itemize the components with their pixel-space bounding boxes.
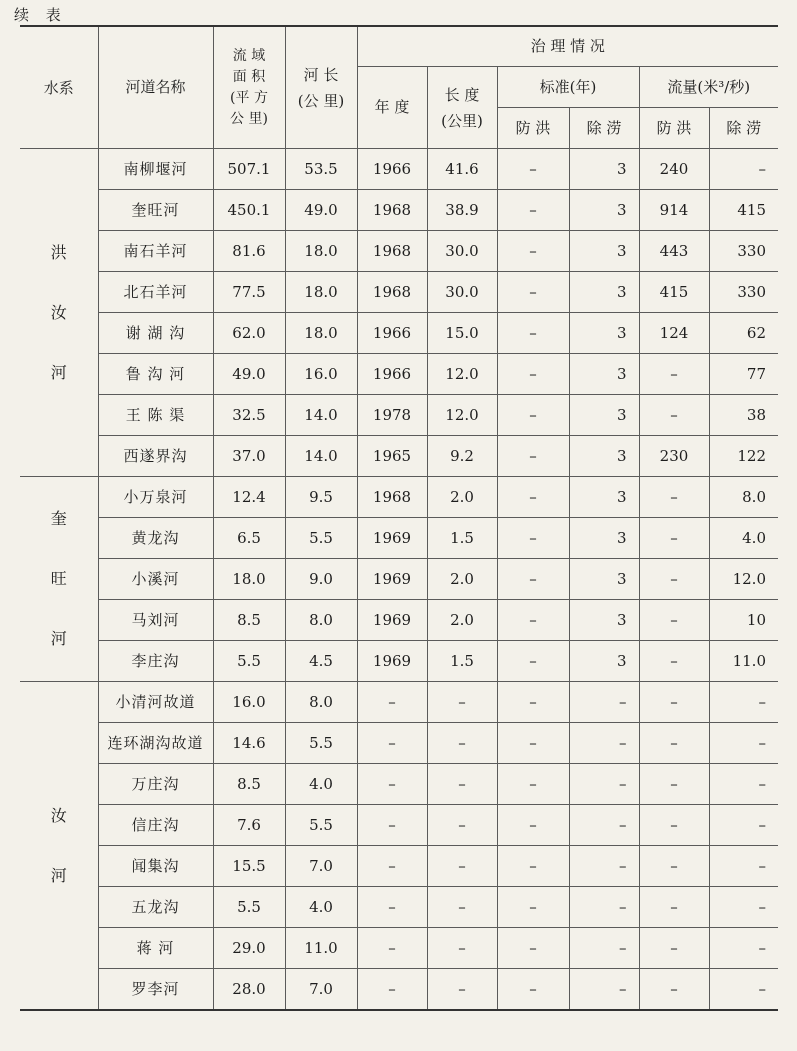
basin-area-cell: 14.6 (213, 723, 285, 764)
standard-drain-cell: – (569, 887, 639, 928)
water-system-cell (20, 477, 98, 682)
governance-year-cell: 1968 (357, 272, 427, 313)
river-length-cell: 18.0 (285, 231, 357, 272)
flow-drain-cell: 330 (709, 231, 778, 272)
river-length-cell: 8.0 (285, 682, 357, 723)
flow-flood-cell: 443 (639, 231, 709, 272)
river-length-cell: 4.0 (285, 887, 357, 928)
river-length-cell: 4.5 (285, 641, 357, 682)
standard-flood-cell: – (497, 477, 569, 518)
governance-year-cell: 1966 (357, 313, 427, 354)
table-row (20, 641, 778, 682)
river-name-cell: 南石羊河 (98, 231, 213, 272)
flow-flood-cell: 124 (639, 313, 709, 354)
river-name-cell: 小溪河 (98, 559, 213, 600)
basin-area-cell: 28.0 (213, 969, 285, 1011)
standard-flood-cell: – (497, 764, 569, 805)
header-flow-drain: 除 涝 (709, 108, 778, 149)
flow-drain-cell: – (709, 764, 778, 805)
flow-flood-cell: 415 (639, 272, 709, 313)
flow-flood-cell: 230 (639, 436, 709, 477)
river-name-cell: 小清河故道 (98, 682, 213, 723)
flow-drain-cell: 4.0 (709, 518, 778, 559)
standard-drain-cell: – (569, 928, 639, 969)
standard-flood-cell: – (497, 395, 569, 436)
river-length-cell: 5.5 (285, 518, 357, 559)
river-name-cell: 李庄沟 (98, 641, 213, 682)
river-name-cell: 罗李河 (98, 969, 213, 1011)
basin-area-cell: 16.0 (213, 682, 285, 723)
river-length-cell: 49.0 (285, 190, 357, 231)
governance-length-cell: 12.0 (427, 354, 497, 395)
river-name-cell: 信庄沟 (98, 805, 213, 846)
water-system-cell (20, 149, 98, 477)
table-row (20, 887, 778, 928)
basin-area-cell: 7.6 (213, 805, 285, 846)
governance-length-cell: – (427, 805, 497, 846)
standard-flood-cell: – (497, 846, 569, 887)
standard-drain-cell: 3 (569, 395, 639, 436)
flow-flood-cell: – (639, 682, 709, 723)
basin-area-cell: 8.5 (213, 764, 285, 805)
basin-area-cell: 81.6 (213, 231, 285, 272)
river-name-cell: 奎旺河 (98, 190, 213, 231)
river-name-cell: 北石羊河 (98, 272, 213, 313)
basin-area-cell: 15.5 (213, 846, 285, 887)
flow-drain-cell: – (709, 723, 778, 764)
governance-length-cell: 1.5 (427, 518, 497, 559)
governance-year-cell: 1978 (357, 395, 427, 436)
table-row (20, 805, 778, 846)
flow-flood-cell: – (639, 600, 709, 641)
basin-area-cell: 37.0 (213, 436, 285, 477)
flow-drain-cell: 10 (709, 600, 778, 641)
flow-flood-cell: – (639, 928, 709, 969)
river-length-cell: 8.0 (285, 600, 357, 641)
river-length-cell: 11.0 (285, 928, 357, 969)
table-row (20, 928, 778, 969)
standard-flood-cell: – (497, 928, 569, 969)
river-name-cell: 黄龙沟 (98, 518, 213, 559)
table-caption: 续 表 (14, 6, 67, 24)
flow-flood-cell: – (639, 846, 709, 887)
standard-drain-cell: – (569, 846, 639, 887)
flow-flood-cell: – (639, 969, 709, 1011)
table-row (20, 600, 778, 641)
flow-flood-cell: – (639, 805, 709, 846)
governance-year-cell: 1969 (357, 600, 427, 641)
river-length-cell: 5.5 (285, 805, 357, 846)
standard-drain-cell: 3 (569, 436, 639, 477)
river-length-cell: 5.5 (285, 723, 357, 764)
basin-area-cell: 507.1 (213, 149, 285, 190)
flow-flood-cell: – (639, 477, 709, 518)
river-name-cell: 鲁 沟 河 (98, 354, 213, 395)
governance-length-cell: – (427, 723, 497, 764)
flow-drain-cell: 122 (709, 436, 778, 477)
flow-drain-cell: 62 (709, 313, 778, 354)
flow-drain-cell: – (709, 682, 778, 723)
flow-drain-cell: – (709, 887, 778, 928)
standard-flood-cell: – (497, 272, 569, 313)
flow-drain-cell: 330 (709, 272, 778, 313)
governance-year-cell: 1965 (357, 436, 427, 477)
basin-area-cell: 5.5 (213, 641, 285, 682)
basin-area-cell: 18.0 (213, 559, 285, 600)
river-name-cell: 连环湖沟故道 (98, 723, 213, 764)
table-row (20, 477, 778, 518)
table-row (20, 272, 778, 313)
basin-area-cell: 450.1 (213, 190, 285, 231)
standard-flood-cell: – (497, 887, 569, 928)
table-row (20, 846, 778, 887)
table-row (20, 518, 778, 559)
water-system-char: 河 (50, 865, 67, 885)
river-name-cell: 谢 湖 沟 (98, 313, 213, 354)
standard-flood-cell: – (497, 723, 569, 764)
header-year: 年 度 (357, 67, 427, 149)
standard-drain-cell: 3 (569, 559, 639, 600)
standard-flood-cell: – (497, 641, 569, 682)
table-row (20, 764, 778, 805)
governance-length-cell: 12.0 (427, 395, 497, 436)
standard-flood-cell: – (497, 149, 569, 190)
flow-drain-cell: 12.0 (709, 559, 778, 600)
water-system-char: 河 (50, 629, 67, 648)
flow-drain-cell: 77 (709, 354, 778, 395)
standard-drain-cell: 3 (569, 518, 639, 559)
governance-year-cell: 1966 (357, 149, 427, 190)
standard-flood-cell: – (497, 559, 569, 600)
flow-flood-cell: – (639, 395, 709, 436)
header-governance: 治 理 情 况 (357, 26, 778, 67)
governance-year-cell: 1969 (357, 518, 427, 559)
river-name-cell: 小万泉河 (98, 477, 213, 518)
governance-length-cell: 2.0 (427, 559, 497, 600)
flow-flood-cell: 240 (639, 149, 709, 190)
flow-drain-cell: 38 (709, 395, 778, 436)
governance-year-cell: – (357, 928, 427, 969)
river-name-cell: 五龙沟 (98, 887, 213, 928)
standard-flood-cell: – (497, 518, 569, 559)
basin-area-cell: 62.0 (213, 313, 285, 354)
governance-year-cell: 1969 (357, 641, 427, 682)
governance-year-cell: – (357, 969, 427, 1011)
water-system-char: 旺 (50, 569, 67, 588)
river-name-cell: 马刘河 (98, 600, 213, 641)
standard-drain-cell: 3 (569, 272, 639, 313)
basin-area-cell: 49.0 (213, 354, 285, 395)
governance-length-cell: 41.6 (427, 149, 497, 190)
header-standard: 标准(年) (497, 67, 639, 108)
standard-drain-cell: 3 (569, 600, 639, 641)
river-length-cell: 16.0 (285, 354, 357, 395)
standard-flood-cell: – (497, 600, 569, 641)
flow-drain-cell: – (709, 805, 778, 846)
flow-flood-cell: – (639, 559, 709, 600)
water-system-char: 洪 (50, 242, 67, 262)
governance-length-cell: – (427, 764, 497, 805)
table-row (20, 559, 778, 600)
governance-length-cell: – (427, 682, 497, 723)
flow-drain-cell: 8.0 (709, 477, 778, 518)
river-name-cell: 万庄沟 (98, 764, 213, 805)
governance-year-cell: – (357, 887, 427, 928)
table-row (20, 436, 778, 477)
governance-length-cell: 30.0 (427, 231, 497, 272)
water-system-char: 汝 (50, 805, 67, 825)
header-flow-flood: 防 洪 (639, 108, 709, 149)
standard-drain-cell: – (569, 682, 639, 723)
river-name-cell: 蒋 河 (98, 928, 213, 969)
river-length-cell: 18.0 (285, 272, 357, 313)
flow-drain-cell: – (709, 928, 778, 969)
water-system-char: 河 (50, 362, 67, 382)
standard-drain-cell: 3 (569, 190, 639, 231)
flow-drain-cell: – (709, 149, 778, 190)
governance-length-cell: – (427, 969, 497, 1011)
governance-length-cell: 2.0 (427, 600, 497, 641)
table-row (20, 149, 778, 190)
river-length-cell: 53.5 (285, 149, 357, 190)
standard-drain-cell: – (569, 723, 639, 764)
governance-year-cell: 1969 (357, 559, 427, 600)
flow-flood-cell: – (639, 641, 709, 682)
standard-drain-cell: 3 (569, 231, 639, 272)
governance-year-cell: 1968 (357, 190, 427, 231)
flow-flood-cell: – (639, 764, 709, 805)
header-river-name: 河道名称 (98, 26, 213, 149)
standard-drain-cell: – (569, 969, 639, 1011)
standard-drain-cell: – (569, 764, 639, 805)
water-system-char: 汝 (50, 302, 67, 322)
river-length-cell: 14.0 (285, 436, 357, 477)
governance-length-cell: 38.9 (427, 190, 497, 231)
standard-drain-cell: 3 (569, 149, 639, 190)
water-system-char: 奎 (50, 509, 67, 528)
header-system: 水系 (20, 26, 98, 149)
governance-length-cell: 15.0 (427, 313, 497, 354)
header-standard-drain: 除 涝 (569, 108, 639, 149)
standard-flood-cell: – (497, 231, 569, 272)
governance-length-cell: – (427, 887, 497, 928)
basin-area-cell: 5.5 (213, 887, 285, 928)
table-row (20, 395, 778, 436)
governance-year-cell: – (357, 805, 427, 846)
governance-year-cell: – (357, 682, 427, 723)
table-row (20, 969, 778, 1011)
river-name-cell: 王 陈 渠 (98, 395, 213, 436)
standard-flood-cell: – (497, 436, 569, 477)
standard-flood-cell: – (497, 190, 569, 231)
river-length-cell: 7.0 (285, 846, 357, 887)
basin-area-cell: 29.0 (213, 928, 285, 969)
river-name-cell: 西遂界沟 (98, 436, 213, 477)
header-river-length: 河 长 (公 里) (285, 26, 357, 149)
flow-flood-cell: – (639, 887, 709, 928)
river-length-cell: 9.5 (285, 477, 357, 518)
governance-year-cell: 1966 (357, 354, 427, 395)
standard-drain-cell: – (569, 805, 639, 846)
river-name-cell: 闻集沟 (98, 846, 213, 887)
river-governance-table (20, 25, 778, 1011)
basin-area-cell: 6.5 (213, 518, 285, 559)
standard-drain-cell: 3 (569, 477, 639, 518)
governance-year-cell: – (357, 846, 427, 887)
standard-drain-cell: 3 (569, 354, 639, 395)
flow-drain-cell: – (709, 846, 778, 887)
flow-flood-cell: 914 (639, 190, 709, 231)
standard-flood-cell: – (497, 969, 569, 1011)
table-row (20, 682, 778, 723)
river-length-cell: 7.0 (285, 969, 357, 1011)
table-row (20, 313, 778, 354)
flow-flood-cell: – (639, 518, 709, 559)
basin-area-cell: 8.5 (213, 600, 285, 641)
flow-flood-cell: – (639, 354, 709, 395)
header-basin-area: 流 域 面 积 (平 方 公 里) (213, 26, 285, 149)
table-row (20, 190, 778, 231)
flow-drain-cell: – (709, 969, 778, 1011)
governance-length-cell: – (427, 846, 497, 887)
standard-flood-cell: – (497, 682, 569, 723)
basin-area-cell: 32.5 (213, 395, 285, 436)
flow-drain-cell: 11.0 (709, 641, 778, 682)
table-row (20, 231, 778, 272)
table-row (20, 723, 778, 764)
governance-year-cell: 1968 (357, 231, 427, 272)
river-length-cell: 9.0 (285, 559, 357, 600)
governance-length-cell: 2.0 (427, 477, 497, 518)
standard-drain-cell: 3 (569, 641, 639, 682)
standard-flood-cell: – (497, 805, 569, 846)
river-name-cell: 南柳堰河 (98, 149, 213, 190)
standard-flood-cell: – (497, 313, 569, 354)
governance-year-cell: – (357, 723, 427, 764)
standard-flood-cell: – (497, 354, 569, 395)
header-standard-flood: 防 洪 (497, 108, 569, 149)
standard-drain-cell: 3 (569, 313, 639, 354)
header-flow: 流量(米³/秒) (639, 67, 778, 108)
basin-area-cell: 12.4 (213, 477, 285, 518)
water-system-cell (20, 682, 98, 1011)
flow-flood-cell: – (639, 723, 709, 764)
governance-length-cell: 1.5 (427, 641, 497, 682)
river-length-cell: 14.0 (285, 395, 357, 436)
governance-year-cell: – (357, 764, 427, 805)
header-gov-length: 长 度 (公里) (427, 67, 497, 149)
river-length-cell: 4.0 (285, 764, 357, 805)
governance-length-cell: 30.0 (427, 272, 497, 313)
river-length-cell: 18.0 (285, 313, 357, 354)
basin-area-cell: 77.5 (213, 272, 285, 313)
governance-length-cell: 9.2 (427, 436, 497, 477)
governance-length-cell: – (427, 928, 497, 969)
flow-drain-cell: 415 (709, 190, 778, 231)
governance-year-cell: 1968 (357, 477, 427, 518)
table-row (20, 354, 778, 395)
